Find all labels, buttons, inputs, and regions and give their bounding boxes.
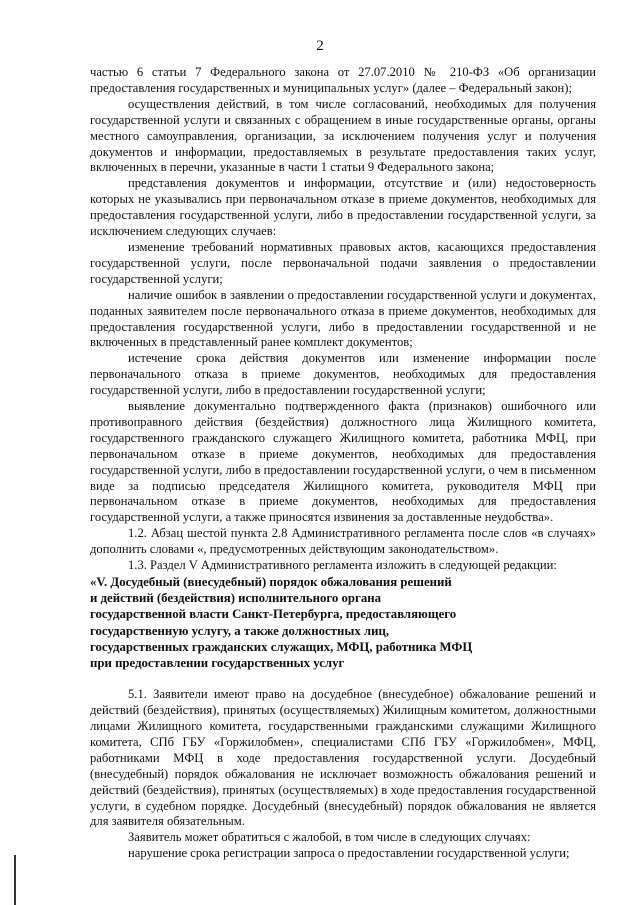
paragraph: Заявитель может обратиться с жалобой, в том числе в следующих случаях: xyxy=(128,830,531,845)
section-heading xyxy=(90,574,596,671)
heading-line: и действий (бездействия) исполнительного органа xyxy=(90,591,382,606)
page-number: 2 xyxy=(316,38,324,54)
paragraph: выявление документально подтвержденного факта (признаков) ошибочного или противоправного действия (бездействия) должностного лица Жилищного комитета, государственного гражданского служащего Жилищного комитета, работника МФЦ, при первоначальном отказе в приеме документов, необходимых для предоставления государственной услуги, либо в предоставлении государственной услуги, о чем в письменном виде за подписью председателя Жилищного комитета, руководителя МФЦ при первоначальном отказе в приеме документов, необходимых для предоставления государственной услуги, а также приносятся извинения за доставленные неудобства». xyxy=(90,399,596,525)
scan-edge-line xyxy=(14,855,16,905)
paragraph: истечение срока действия документов или изменение информации после первоначального отказа в приеме документов, необходимых для предоставления государственной услуги, либо в предоставлении государственной услуги; xyxy=(90,351,596,398)
paragraph: представления документов и информации, отсутствие и (или) недостоверность которых не указывались при первоначальном отказе в приеме документов, необходимых для предоставления государственной услуги, либо в предоставлении государственной услуги, за исключением следующих случаев: xyxy=(90,176,596,239)
paragraph: 5.1. Заявители имеют право на досудебное (внесудебное) обжалование решений и действий (бездействия), принятых (осуществляемых) Жилищным комитетом, должностными лицами Жилищного комитета, государственными гражданскими служащими Жилищного комитета, СПб ГБУ «Горжилобмен», специалистами СПб ГБУ «Горжилобмен», МФЦ, работниками МФЦ в ходе предоставления государственной услуги. Досудебный (внесудебный) порядок обжалования не исключает возможность обжалования решений и действий (бездействия), принятых (осуществляемых) в ходе предоставления государственной услуги, в судебном порядке. Досудебный (внесудебный) порядок обжалования не является для заявителя обязательным. xyxy=(90,687,596,829)
paragraph: наличие ошибок в заявлении о предоставлении государственной услуги и документах, поданных заявителем после первоначального отказа в приеме документов, необходимых для предоставления государственной услуги, либо в предоставлении государственной и не включенных в представленный ранее комплект документов; xyxy=(90,287,596,350)
heading-line: «V. Досудебный (внесудебный) порядок обжалования решений xyxy=(90,575,452,589)
paragraph: частью 6 статьи 7 Федерального закона от 27.07.2010 № 210-ФЗ «Об организации предоставления государственных и муниципальных услуг» (далее – Федеральный закон); xyxy=(90,65,596,95)
paragraph: 1.2. Абзац шестой пункта 2.8 Административного регламента после слов «в случаях» дополнить словами «, предусмотренных действующим законодательством». xyxy=(90,526,596,557)
paragraph: изменение требований нормативных правовых актов, касающихся предоставления государственной услуги, после первоначальной подачи заявления о предоставлении государственной услуги; xyxy=(90,239,596,286)
paragraph: осуществления действий, в том числе согласований, необходимых для получения государственной услуги и связанных с обращением в иные государственные органы, органы местного самоуправления, организации, за исключением получения услуг и получения документов и информации, предоставляемых в результате предоставления таких услуг, включенных в перечни, указанные в части 1 статьи 9 Федерального закона; xyxy=(90,96,596,175)
heading-line: государственных гражданских служащих, МФЦ, работника МФЦ xyxy=(90,639,473,654)
document-body xyxy=(90,65,596,862)
paragraph: нарушение срока регистрации запроса о предоставлении государственной услуги; xyxy=(128,846,570,861)
heading-line: государственной власти Санкт-Петербурга, предоставляющего xyxy=(90,607,457,622)
heading-line: государственную услугу, а также должностных лиц, xyxy=(90,623,390,638)
heading-line: при предоставлении государственных услуг xyxy=(90,656,345,671)
paragraph: 1.3. Раздел V Административного регламента изложить в следующей редакции: xyxy=(128,558,557,573)
